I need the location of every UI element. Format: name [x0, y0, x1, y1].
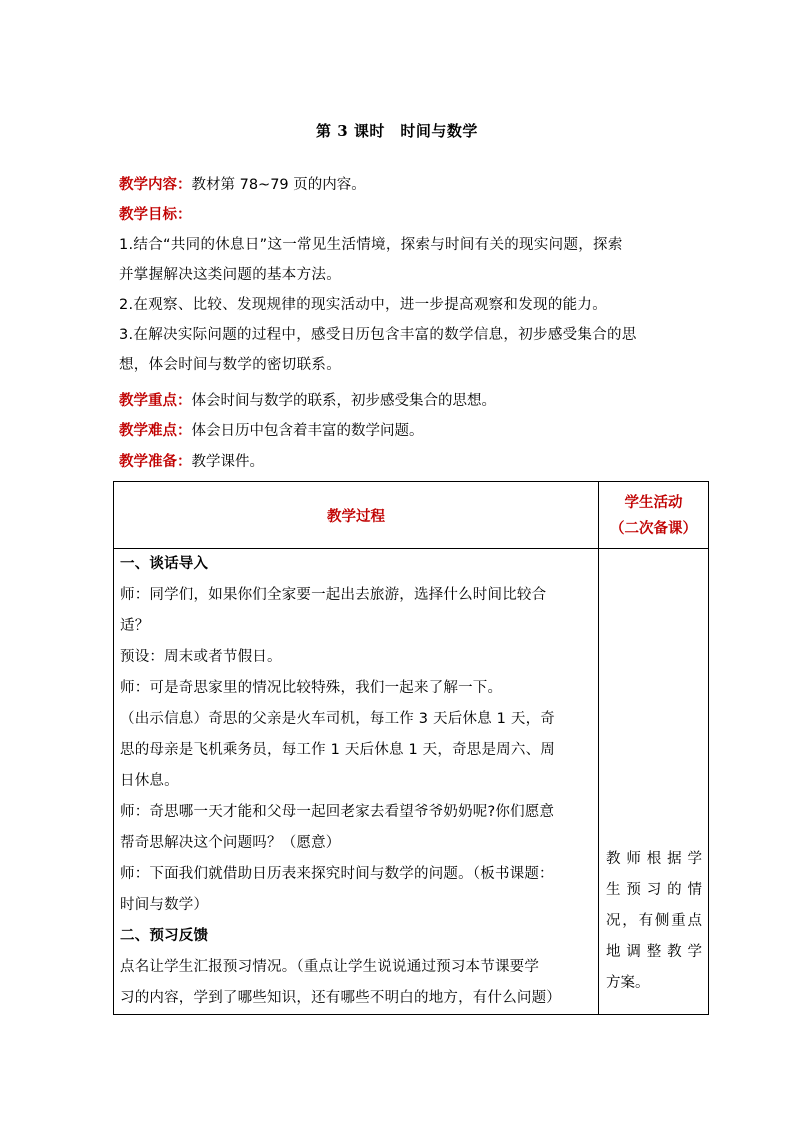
teaching-content-label: 教学内容：	[119, 177, 192, 193]
process-line: 思的母亲是飞机乘务员，每工作 1 天后休息 1 天，奇思是周六、周	[120, 742, 555, 758]
goal-3-line-2: 想，体会时间与数学的密切联系。	[119, 357, 341, 373]
activity-cell	[599, 549, 709, 1015]
lesson-table	[113, 481, 709, 1015]
process-line: 日休息。	[120, 773, 179, 789]
goal-1-line-2: 并掌握解决这类问题的基本方法。	[119, 267, 341, 283]
process-line: 适？	[120, 618, 150, 634]
goal-2: 2.在观察、比较、发现规律的现实活动中，进一步提高观察和发现的能力。	[119, 297, 608, 313]
activity-note	[606, 844, 702, 999]
process-line: 预设：周末或者节假日。	[120, 649, 282, 665]
teaching-difficulty-label: 教学难点：	[119, 423, 192, 439]
header-process-label: 教学过程	[327, 508, 385, 525]
teaching-content	[119, 175, 679, 195]
process-line: 帮奇思解决这个问题吗？（愿意）	[120, 835, 341, 851]
teaching-difficulty-text: 体会日历中包含着丰富的数学问题。	[191, 423, 424, 439]
teaching-goals-label: 教学目标：	[119, 207, 192, 223]
teaching-content-text: 教材第 78~79 页的内容。	[191, 177, 366, 193]
activity-note-line: 地调整教学	[606, 944, 702, 960]
table-body-row	[114, 549, 709, 1015]
activity-note-line: 况，有侧重点	[606, 913, 702, 929]
teaching-prep-text: 教学课件。	[191, 454, 264, 470]
activity-note-line: 方案。	[606, 975, 650, 991]
teaching-preparation	[119, 452, 679, 472]
header-activity	[599, 482, 709, 549]
process-line: 点名让学生汇报预习情况。（重点让学生说说通过预习本节课要学	[120, 959, 540, 975]
teaching-key-label: 教学重点：	[119, 393, 192, 409]
process-line: （出示信息）奇思的父亲是火车司机，每工作 3 天后休息 1 天，奇	[120, 711, 555, 727]
teaching-prep-label: 教学准备：	[119, 454, 192, 470]
process-line: 习的内容，学到了哪些知识，还有哪些不明白的地方，有什么问题）	[120, 990, 561, 1006]
process-line: 师：下面我们就借助日历表来探究时间与数学的问题。（板书课题：	[120, 866, 554, 882]
header-activity-line-2: （二次备课）	[610, 521, 697, 537]
lesson-title: 第 3 课时 时间与数学	[316, 122, 478, 140]
teaching-key-text: 体会时间与数学的联系，初步感受集合的思想。	[191, 393, 496, 409]
teaching-goals-heading	[119, 205, 679, 225]
activity-note-line: 生预习的情	[606, 882, 702, 898]
process-cell	[114, 549, 599, 1015]
header-activity-line-1: 学生活动	[624, 495, 683, 511]
table-header-row	[114, 482, 709, 549]
goal-list	[119, 230, 681, 380]
header-process	[114, 482, 599, 549]
teaching-difficulty	[119, 421, 679, 441]
goal-1-line-1: 1.结合“共同的休息日”这一常见生活情境，探索与时间有关的现实问题，探索	[119, 237, 623, 253]
process-line: 师：可是奇思家里的情况比较特殊，我们一起来了解一下。	[120, 680, 503, 696]
process-line: 师：奇思哪一天才能和父母一起回老家去看望爷爷奶奶呢?你们愿意	[120, 804, 555, 820]
section-heading-intro: 一、谈话导入	[120, 556, 209, 572]
goal-3-line-1: 3.在解决实际问题的过程中，感受日历包含丰富的数学信息，初步感受集合的思	[119, 327, 637, 343]
process-line: 师：同学们，如果你们全家要一起出去旅游，选择什么时间比较合	[120, 587, 547, 603]
section-heading-preview: 二、预习反馈	[120, 928, 209, 944]
activity-note-line: 教师根据学	[606, 851, 702, 867]
teaching-key-point	[119, 391, 679, 411]
process-line: 时间与数学）	[120, 897, 209, 913]
